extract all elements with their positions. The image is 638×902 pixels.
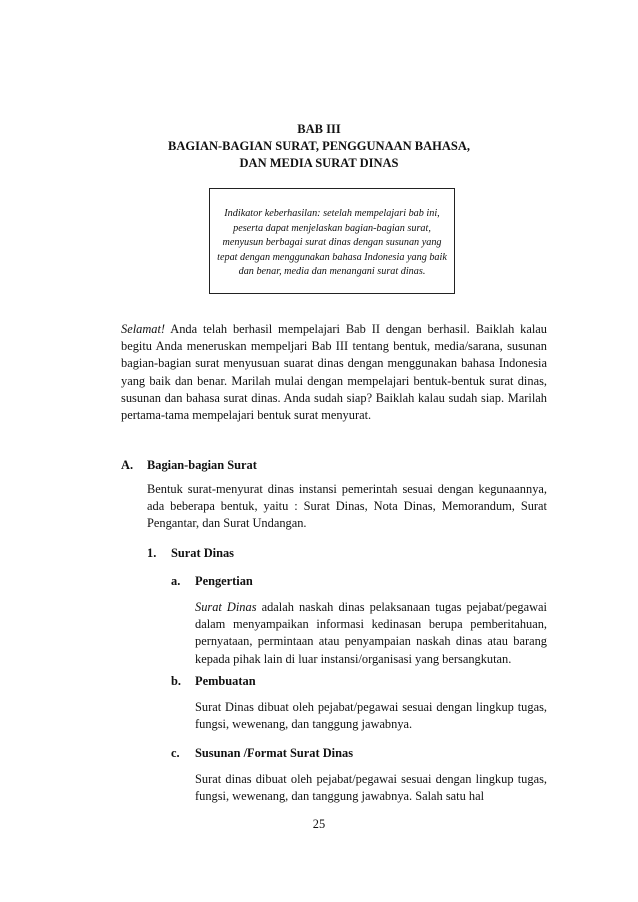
chapter-title-line-2: DAN MEDIA SURAT DINAS (239, 156, 399, 170)
intro-lead: Selamat! (121, 322, 166, 336)
item-a-text: adalah naskah dinas pelaksanaan tugas pejabat/pegawai dalam menyampaikan informasi kedinasan berupa pemberitahuan, pernyataan, permintaan atau penyampaian naskah dinas atau barang kepada pihak lain di luar instansi/organisasi yang bersangkutan. (195, 600, 547, 666)
intro-text: Anda telah berhasil mempelajari Bab II dengan berhasil. Baiklah kalau begitu Anda meneruskan mempeljari Bab III tentang bentuk, media/sarana, susunan bagian-bagian surat menyusuan suarat dinas dengan menggunakan bahasa Indonesia yang baik dan benar. Marilah mulai dengan mempelajari bentuk-bentuk surat dinas, susunan dan bahasa surat dinas. Anda sudah siap? Baiklah kalau sudah siap. Marilah pertama-tama mempelajari bentuk surat menyurat. (121, 322, 547, 423)
item-a-title: Pengertian (195, 574, 253, 588)
section-a-paragraph: Bentuk surat-menyurat dinas instansi pemerintah sesuai dengan kegunaannya, ada beberapa bentuk, yaitu : Surat Dinas, Nota Dinas, Memorandum, Surat Pengantar, dan Surat Undangan. (147, 482, 547, 531)
item-c-title: Susunan /Format Surat Dinas (195, 746, 354, 760)
subsection-1-title: Surat Dinas (171, 546, 234, 560)
item-c-paragraph: Surat dinas dibuat oleh pejabat/pegawai sesuai dengan lingkup tugas, fungsi, wewenang, dan tanggung jawabnya. Salah satu hal (195, 772, 547, 804)
section-a-number: A. (121, 458, 134, 472)
section-a-title: Bagian-bagian Surat (147, 458, 257, 472)
chapter-title-line-1: BAGIAN-BAGIAN SURAT, PENGGUNAAN BAHASA, (168, 139, 470, 153)
item-b-number: b. (171, 674, 181, 688)
item-a-lead: Surat Dinas (195, 600, 257, 614)
item-c-number: c. (171, 746, 180, 760)
indicator-box (209, 188, 455, 294)
subsection-1-number: 1. (147, 546, 157, 560)
item-a-number: a. (171, 574, 181, 588)
intro-paragraph (121, 321, 547, 424)
chapter-label: BAB III (297, 122, 341, 136)
page-number: 25 (312, 817, 326, 831)
item-a-paragraph (195, 599, 547, 668)
item-b-paragraph: Surat Dinas dibuat oleh pejabat/pegawai sesuai dengan lingkup tugas, fungsi, wewenang, dan tanggung jawabnya. (195, 700, 547, 732)
indicator-text: Indikator keberhasilan: setelah mempelajari bab ini, peserta dapat menjelaskan bagian-bagian surat, menyusun berbagai surat dinas dengan susunan yang tepat dengan menggunakan bahasa Indonesia yang baik dan benar, media dan menangani surat dinas. (217, 208, 447, 278)
item-b-title: Pembuatan (195, 674, 256, 688)
